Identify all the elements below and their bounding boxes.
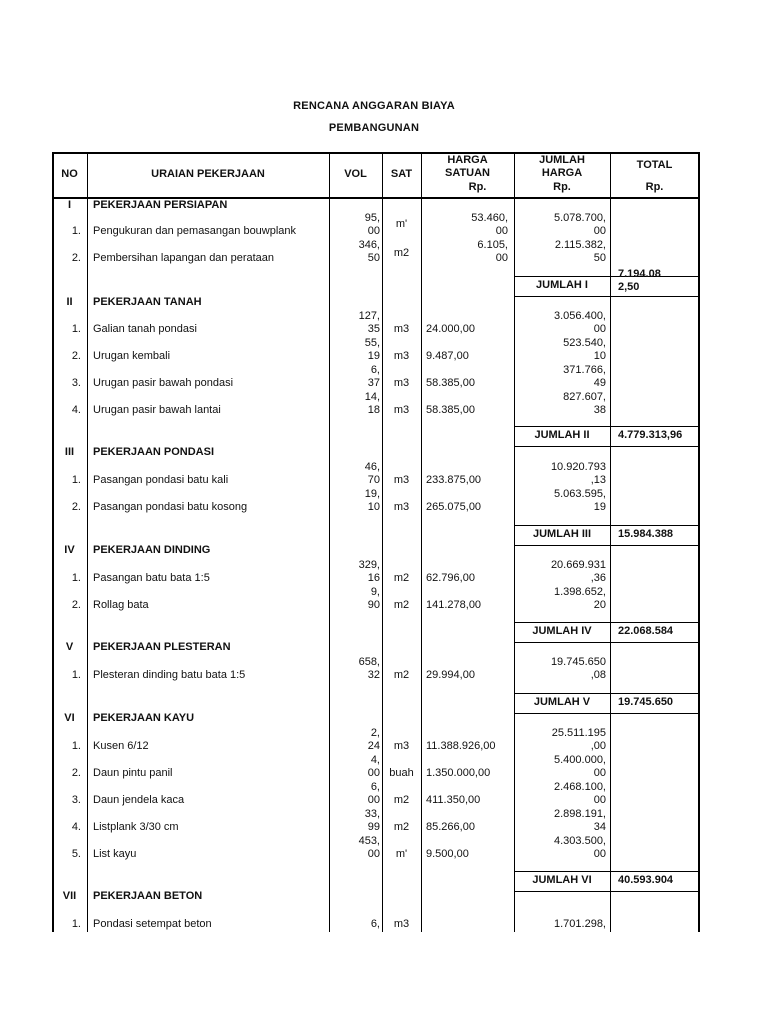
- item-number: 5.: [71, 848, 81, 860]
- section-title: PEKERJAAN KAYU: [93, 712, 195, 724]
- subtotal-label: JUMLAH VI: [532, 874, 592, 886]
- item-volume: 346, 50: [358, 239, 380, 264]
- item-description: Pondasi setempat beton: [93, 918, 212, 930]
- item-description: Listplank 3/30 cm: [93, 821, 179, 833]
- item-volume: 9, 90: [367, 586, 380, 611]
- subtotal-value: 7.194.08 2,50: [618, 268, 661, 293]
- header-total: TOTAL: [636, 159, 673, 171]
- header-vol: VOL: [344, 168, 367, 180]
- item-number: 2.: [71, 350, 81, 362]
- section-title: PEKERJAAN PONDASI: [93, 446, 215, 458]
- item-amount: 2.468.100, 00: [554, 781, 606, 806]
- item-amount: 1.398.652, 20: [554, 586, 606, 611]
- subtotal-top-border: [514, 622, 699, 623]
- item-number: 1.: [71, 474, 81, 486]
- item-amount: 20.669.931 ,36: [550, 559, 606, 584]
- item-volume: 6, 00: [367, 781, 380, 806]
- document-subtitle: PEMBANGUNAN: [328, 122, 420, 134]
- subtotal-value: 22.068.584: [618, 625, 674, 637]
- item-unit: m3: [393, 474, 410, 486]
- subtotal-label: JUMLAH III: [532, 528, 592, 540]
- item-amount: 2.898.191, 34: [554, 808, 606, 833]
- subtotal-label: JUMLAH V: [533, 696, 591, 708]
- item-description: Plesteran dinding batu bata 1:5: [93, 669, 246, 681]
- item-amount: 2.115.382, 50: [554, 239, 606, 264]
- subtotal-value: 4.779.313,96: [618, 429, 683, 441]
- subtotal-bottom-border: [514, 642, 699, 643]
- subtotal-top-border: [514, 426, 699, 427]
- column-divider: [52, 152, 54, 932]
- item-volume: 6, 37: [367, 364, 380, 389]
- item-unit: m3: [393, 323, 410, 335]
- item-number: 1.: [71, 323, 81, 335]
- header-no: NO: [61, 168, 78, 180]
- subtotal-value: 15.984.388: [618, 528, 674, 540]
- item-unit: m2: [393, 794, 410, 806]
- section-number: II: [66, 296, 73, 308]
- item-volume: 329, 16: [358, 559, 380, 584]
- item-number: 1.: [71, 572, 81, 584]
- item-number: 1.: [71, 225, 81, 237]
- column-divider: [698, 152, 700, 932]
- item-description: Pembersihan lapangan dan perataan: [93, 252, 275, 264]
- item-amount: 371.766, 49: [563, 364, 606, 389]
- column-divider: [382, 152, 383, 932]
- item-unit: m2: [393, 821, 410, 833]
- column-divider: [514, 152, 515, 932]
- item-description: Urugan pasir bawah lantai: [93, 404, 221, 416]
- item-amount: 19.745.650 ,08: [550, 656, 606, 681]
- item-unit-price: 411.350,00: [426, 794, 481, 806]
- item-description: Daun pintu panil: [93, 767, 173, 779]
- item-amount: 523.540, 10: [563, 337, 606, 362]
- subtotal-top-border: [514, 693, 699, 694]
- header-jumlah-harga: JUMLAH HARGA: [539, 154, 585, 179]
- item-volume: 658, 32: [358, 656, 380, 681]
- item-volume: 55, 19: [364, 337, 380, 362]
- item-unit: m': [395, 218, 408, 230]
- item-unit: m': [395, 848, 408, 860]
- subtotal-label: JUMLAH II: [534, 429, 590, 441]
- item-description: Urugan kembali: [93, 350, 171, 362]
- column-divider: [87, 152, 88, 932]
- item-unit-price: 6.105, 00: [477, 239, 508, 264]
- item-unit: m2: [393, 669, 410, 681]
- item-volume: 19, 10: [364, 488, 380, 513]
- subtotal-top-border: [514, 525, 699, 526]
- subtotal-top-border: [514, 871, 699, 872]
- item-amount: 5.078.700, 00: [554, 212, 606, 237]
- item-unit: m2: [393, 572, 410, 584]
- section-number: I: [67, 199, 72, 211]
- item-amount: 10.920.793 ,13: [550, 461, 606, 486]
- item-number: 3.: [71, 794, 81, 806]
- section-number: V: [65, 641, 74, 653]
- item-description: Pasangan pondasi batu kosong: [93, 501, 248, 513]
- item-unit-price: 58.385,00: [426, 404, 475, 416]
- item-unit-price: 141.278,00: [426, 599, 482, 611]
- item-description: Kusen 6/12: [93, 740, 149, 752]
- section-title: PEKERJAAN DINDING: [93, 544, 211, 556]
- item-unit-price: 58.385,00: [426, 377, 475, 389]
- item-volume: 46, 70: [364, 461, 380, 486]
- item-unit-price: 9.500,00: [426, 848, 469, 860]
- item-volume: 453, 00: [358, 835, 380, 860]
- section-title: PEKERJAAN PERSIAPAN: [93, 199, 228, 211]
- item-amount: 4.303.500, 00: [554, 835, 606, 860]
- item-unit-price: 1.350.000,00: [426, 767, 491, 779]
- item-unit-price: 85.266,00: [426, 821, 475, 833]
- subtotal-label: JUMLAH IV: [532, 625, 592, 637]
- item-volume: 127, 35: [358, 310, 380, 335]
- item-number: 2.: [71, 252, 81, 264]
- item-number: 3.: [71, 377, 81, 389]
- item-number: 2.: [71, 501, 81, 513]
- header-harga-satuan-rp: Rp.: [468, 181, 487, 193]
- item-unit-price: 11.388.926,00: [426, 740, 496, 752]
- item-unit-price: 62.796,00: [426, 572, 475, 584]
- item-amount: 3.056.400, 00: [554, 310, 606, 335]
- subtotal-bottom-border: [514, 891, 699, 892]
- column-divider: [610, 152, 611, 932]
- header-sat: SAT: [390, 168, 413, 180]
- column-divider: [421, 152, 422, 932]
- item-unit-price: 233.875,00: [426, 474, 482, 486]
- item-unit: m3: [393, 918, 410, 930]
- subtotal-value: 19.745.650: [618, 696, 674, 708]
- item-unit: m3: [393, 501, 410, 513]
- item-amount: 1.701.298,: [554, 918, 606, 930]
- item-unit-price: 24.000,00: [426, 323, 475, 335]
- section-number: VI: [64, 712, 75, 724]
- item-volume: 4, 00: [367, 754, 380, 779]
- item-description: Pasangan pondasi batu kali: [93, 474, 229, 486]
- document-title: RENCANA ANGGARAN BIAYA: [293, 100, 455, 112]
- section-number: IV: [64, 544, 75, 556]
- item-number: 1.: [71, 669, 81, 681]
- item-unit-price: 29.994,00: [426, 669, 475, 681]
- header-jumlah-harga-rp: Rp.: [553, 181, 571, 193]
- header-uraian: URAIAN PEKERJAAN: [151, 168, 265, 180]
- item-number: 1.: [71, 918, 81, 930]
- item-description: Urugan pasir bawah pondasi: [93, 377, 234, 389]
- item-description: Daun jendela kaca: [93, 794, 185, 806]
- item-description: Pasangan batu bata 1:5: [93, 572, 210, 584]
- subtotal-bottom-border: [514, 545, 699, 546]
- item-description: List kayu: [93, 848, 137, 860]
- item-description: Galian tanah pondasi: [93, 323, 197, 335]
- item-unit-price: 265.075,00: [426, 501, 482, 513]
- item-unit: m2: [393, 247, 410, 259]
- subtotal-bottom-border: [514, 713, 699, 714]
- subtotal-value: 40.593.904: [618, 874, 674, 886]
- section-title: PEKERJAAN TANAH: [93, 296, 202, 308]
- column-divider: [329, 152, 330, 932]
- item-amount: 5.063.595, 19: [554, 488, 606, 513]
- section-number: III: [64, 446, 75, 458]
- item-unit-price: 9.487,00: [426, 350, 469, 362]
- item-unit: m3: [393, 740, 410, 752]
- item-volume: 33, 99: [364, 808, 380, 833]
- item-volume: 95, 00: [364, 212, 380, 237]
- item-number: 2.: [71, 599, 81, 611]
- header-harga-satuan: HARGA SATUAN: [444, 154, 490, 179]
- item-number: 4.: [71, 404, 81, 416]
- item-unit: m3: [393, 377, 410, 389]
- section-title: PEKERJAAN PLESTERAN: [93, 641, 231, 653]
- rab-table: [52, 152, 699, 932]
- subtotal-bottom-border: [514, 296, 699, 297]
- item-unit: buah: [389, 767, 414, 779]
- item-description: Pengukuran dan pemasangan bouwplank: [93, 225, 297, 237]
- item-unit-price: 53.460, 00: [471, 212, 508, 237]
- item-number: 1.: [71, 740, 81, 752]
- item-volume: 14, 18: [364, 391, 380, 416]
- item-unit: m3: [393, 350, 410, 362]
- section-number: VII: [62, 890, 77, 902]
- item-unit: m2: [393, 599, 410, 611]
- item-amount: 25.511.195 ,00: [551, 727, 606, 752]
- item-amount: 827.607, 38: [563, 391, 606, 416]
- header-total-rp: Rp.: [645, 181, 664, 193]
- subtotal-bottom-border: [514, 446, 699, 447]
- section-title: PEKERJAAN BETON: [93, 890, 203, 902]
- item-amount: 5.400.000, 00: [554, 754, 606, 779]
- item-number: 4.: [71, 821, 81, 833]
- item-description: Rollag bata: [93, 599, 149, 611]
- subtotal-label: JUMLAH I: [536, 279, 588, 291]
- item-volume: 2, 24: [367, 727, 380, 752]
- item-volume: 6,: [370, 918, 380, 930]
- item-unit: m3: [393, 404, 410, 416]
- item-number: 2.: [71, 767, 81, 779]
